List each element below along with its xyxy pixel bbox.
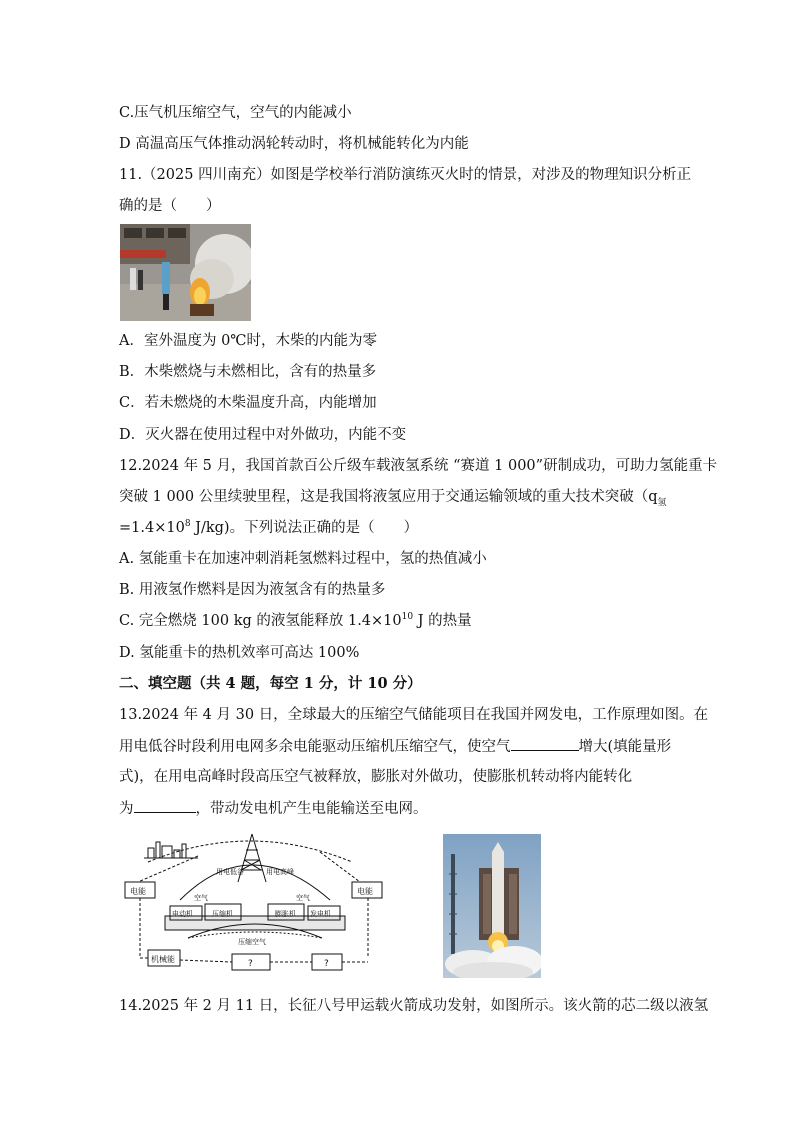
q13-text-post: 增大(填能量形 (578, 739, 672, 755)
question-13-stem: 13.2024 年 4 月 30 日，全球最大的压缩空气储能项目在我国并网发电，工作原理如图。在 (119, 707, 709, 723)
question-12-option-a: A. 氢能重卡在加速冲刺消耗氢燃料过程中，氢的热值减小 (119, 551, 487, 567)
compressor-label: 压缩机 (212, 910, 233, 918)
heat-value-post: J/kg)。下列说法正确的是（ ） (190, 520, 419, 536)
q13-blank-2[interactable] (134, 798, 196, 813)
question-11-stem-cont: 确的是（ ） (119, 198, 221, 214)
q13-end-text: ，带动发电机产生电能输送至电网。 (195, 801, 428, 817)
question-13-line-2 (119, 736, 671, 757)
energy-storage-diagram (120, 830, 390, 980)
question-11-option-b: B．木柴燃烧与未燃相比，含有的热量多 (119, 364, 377, 380)
question-11-option-d: D．灭火器在使用过程中对外做功，内能不变 (119, 427, 407, 443)
question-11-option-c: C．若未燃烧的木柴温度升高，内能增加 (119, 395, 377, 411)
rocket-launch-photo (443, 834, 541, 978)
left-power-label: 电能 (130, 887, 146, 896)
heat-value-pre: =1.4×10 (119, 520, 185, 536)
motor-label: 电动机 (172, 910, 193, 918)
air-left-label: 空气 (194, 894, 208, 902)
fire-drill-photo (120, 224, 251, 321)
air-right-label: 空气 (296, 894, 310, 902)
section-2-heading: 二、填空题（共 4 题，每空 1 分，计 10 分） (119, 675, 422, 692)
option-c-post: J 的热量 (413, 613, 472, 629)
question-11-stem: 11.（2025 四川南充）如图是学校举行消防演练灭火时的情景，对涉及的物理知识分析正 (119, 167, 692, 183)
right-power-label: 电能 (357, 887, 373, 896)
question-12-stem-end (119, 518, 418, 538)
question-14-stem: 14.2025 年 2 月 11 日，长征八号甲运载火箭成功发射，如图所示。该火箭的芯二级以液氢 (119, 998, 709, 1014)
question-12-stem: 12.2024 年 5 月，我国首款百公斤级车载液氢系统 “赛道 1 000”研制成功，可助力氢能重卡 (119, 458, 718, 474)
question-12-stem-cont (119, 487, 667, 507)
heat-value-exponent: 8 (184, 519, 191, 530)
question-11-option-a: A．室外温度为 0℃时，木柴的内能为零 (119, 333, 378, 349)
low-demand-label: 用电低谷 (216, 868, 244, 876)
option-d-prev: D 高温高压气体推动涡轮转动时，将机械能转化为内能 (119, 136, 469, 152)
question-12-text: 突破 1 000 公里续驶里程，这是我国将液氢应用于交通运输领域的重大技术突破（q (119, 489, 658, 505)
unknown-box-1: ? (248, 959, 253, 969)
mechanical-energy-label: 机械能 (151, 955, 175, 964)
generator-label: 发电机 (310, 910, 331, 918)
question-13-line-4 (119, 798, 428, 819)
option-c-pre: C. 完全燃烧 100 kg 的液氢能释放 1.4×10 (119, 613, 402, 629)
unknown-box-2: ? (324, 959, 329, 969)
question-12-option-d: D. 氢能重卡的热机效率可高达 100% (119, 645, 360, 661)
question-12-option-b: B. 用液氢作燃料是因为液氢含有的热量多 (119, 582, 386, 598)
question-12-option-c (119, 611, 472, 631)
option-c-exponent: 10 (401, 612, 414, 623)
q13-text-pre: 用电低谷时段利用电网多余电能驱动压缩机压缩空气，使空气 (119, 739, 511, 755)
q13-to-text: 为 (119, 801, 134, 817)
question-13-line-3: 式)，在用电高峰时段高压空气被释放，膨胀对外做功，使膨胀机转动将内能转化 (119, 769, 633, 785)
compressed-air-label: 压缩空气 (238, 938, 266, 946)
expander-label: 膨胀机 (275, 910, 296, 918)
hydrogen-subscript: 氢 (657, 497, 667, 508)
option-c-prev: C.压气机压缩空气，空气的内能减小 (119, 105, 352, 121)
q13-blank-1[interactable] (511, 736, 579, 751)
peak-demand-label: 用电高峰 (266, 868, 294, 876)
